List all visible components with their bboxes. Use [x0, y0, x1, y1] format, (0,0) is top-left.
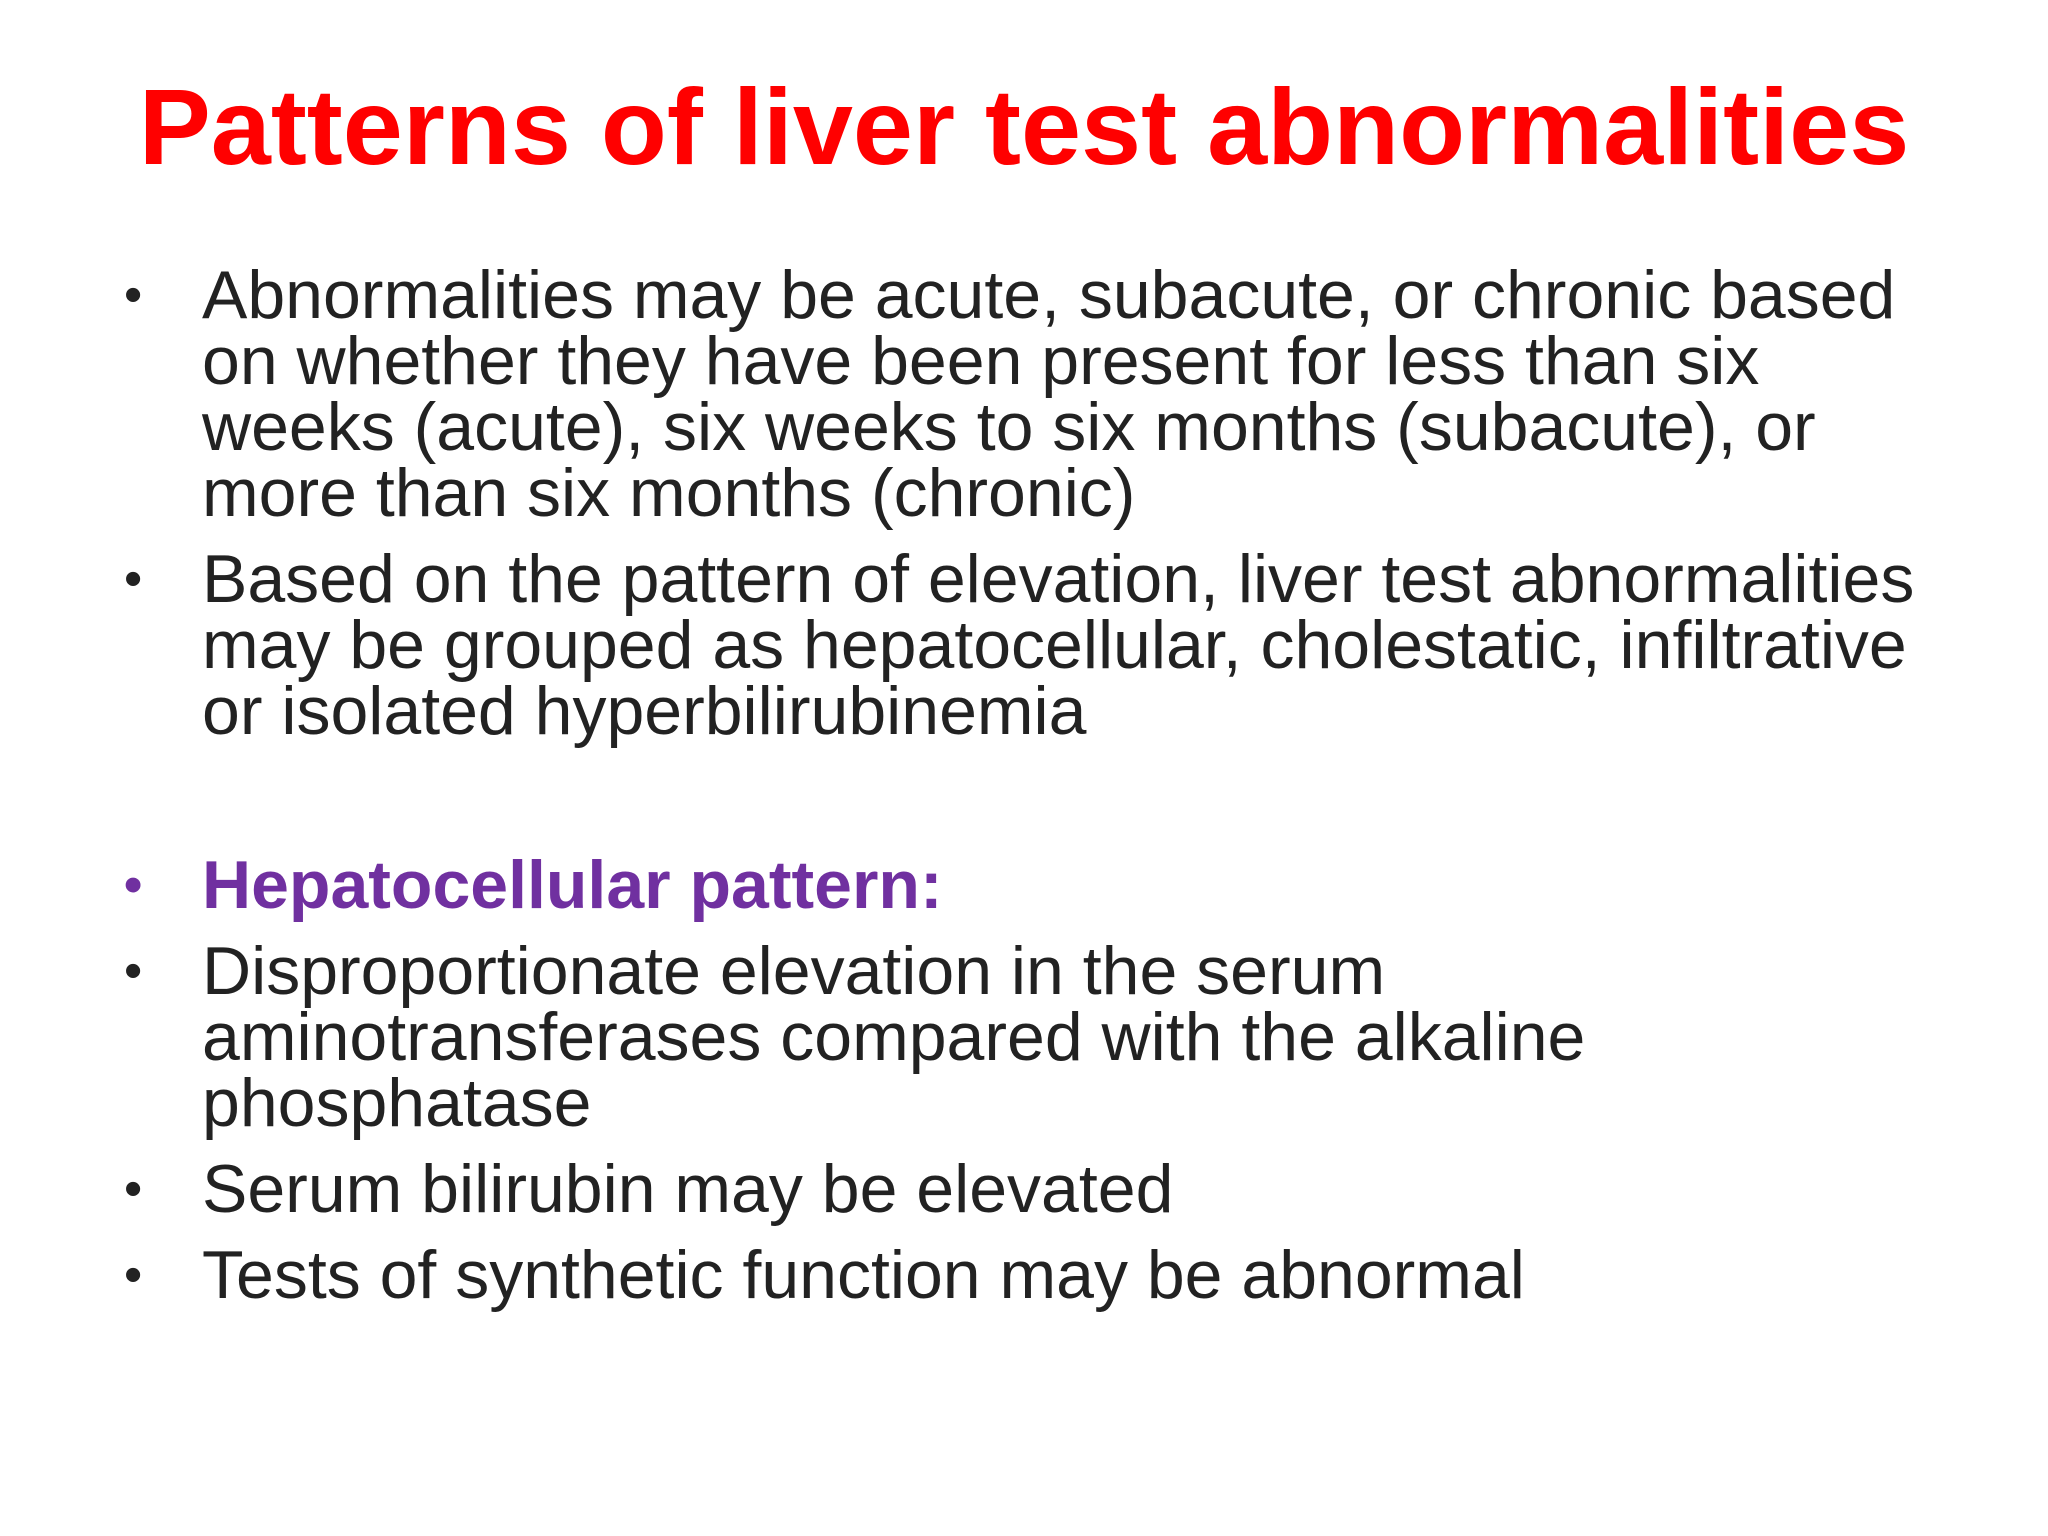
bullet-text: Tests of synthetic function may be abnormal: [202, 1237, 1525, 1313]
bullet-dot-icon: •: [124, 856, 143, 914]
bullet-item: [124, 541, 1954, 749]
bullet-text: Abnormalities may be acute, subacute, or chronic based on whether they have been present for less than six weeks (acute), six weeks to six months (subacute), or more than six months (chronic): [202, 257, 1896, 531]
bullet-text: Disproportionate elevation in the serum aminotransferases compared with the alkaline phosphatase: [202, 933, 1586, 1141]
bullet-dot-icon: •: [124, 1160, 143, 1218]
section-heading: [124, 847, 1954, 923]
bullet-text: Serum bilirubin may be elevated: [202, 1151, 1174, 1227]
bullet-list: [124, 257, 1954, 1328]
bullet-dot-icon: •: [124, 266, 143, 324]
bullet-dot-icon: •: [124, 550, 143, 608]
bullet-dot-icon: •: [124, 942, 143, 1000]
bullet-item: [124, 1237, 1954, 1313]
bullet-item: [124, 933, 1954, 1141]
slide-title: Patterns of liver test abnormalities: [138, 66, 1910, 187]
bullet-item: [124, 1151, 1954, 1227]
section-heading-text: Hepatocellular pattern:: [202, 847, 943, 923]
bullet-dot-icon: •: [124, 1246, 143, 1304]
bullet-item: [124, 257, 1954, 531]
bullet-text: Based on the pattern of elevation, liver test abnormalities may be grouped as hepatocellular, cholestatic, infiltrative or isolated hyperbilirubinemia: [202, 541, 1915, 749]
